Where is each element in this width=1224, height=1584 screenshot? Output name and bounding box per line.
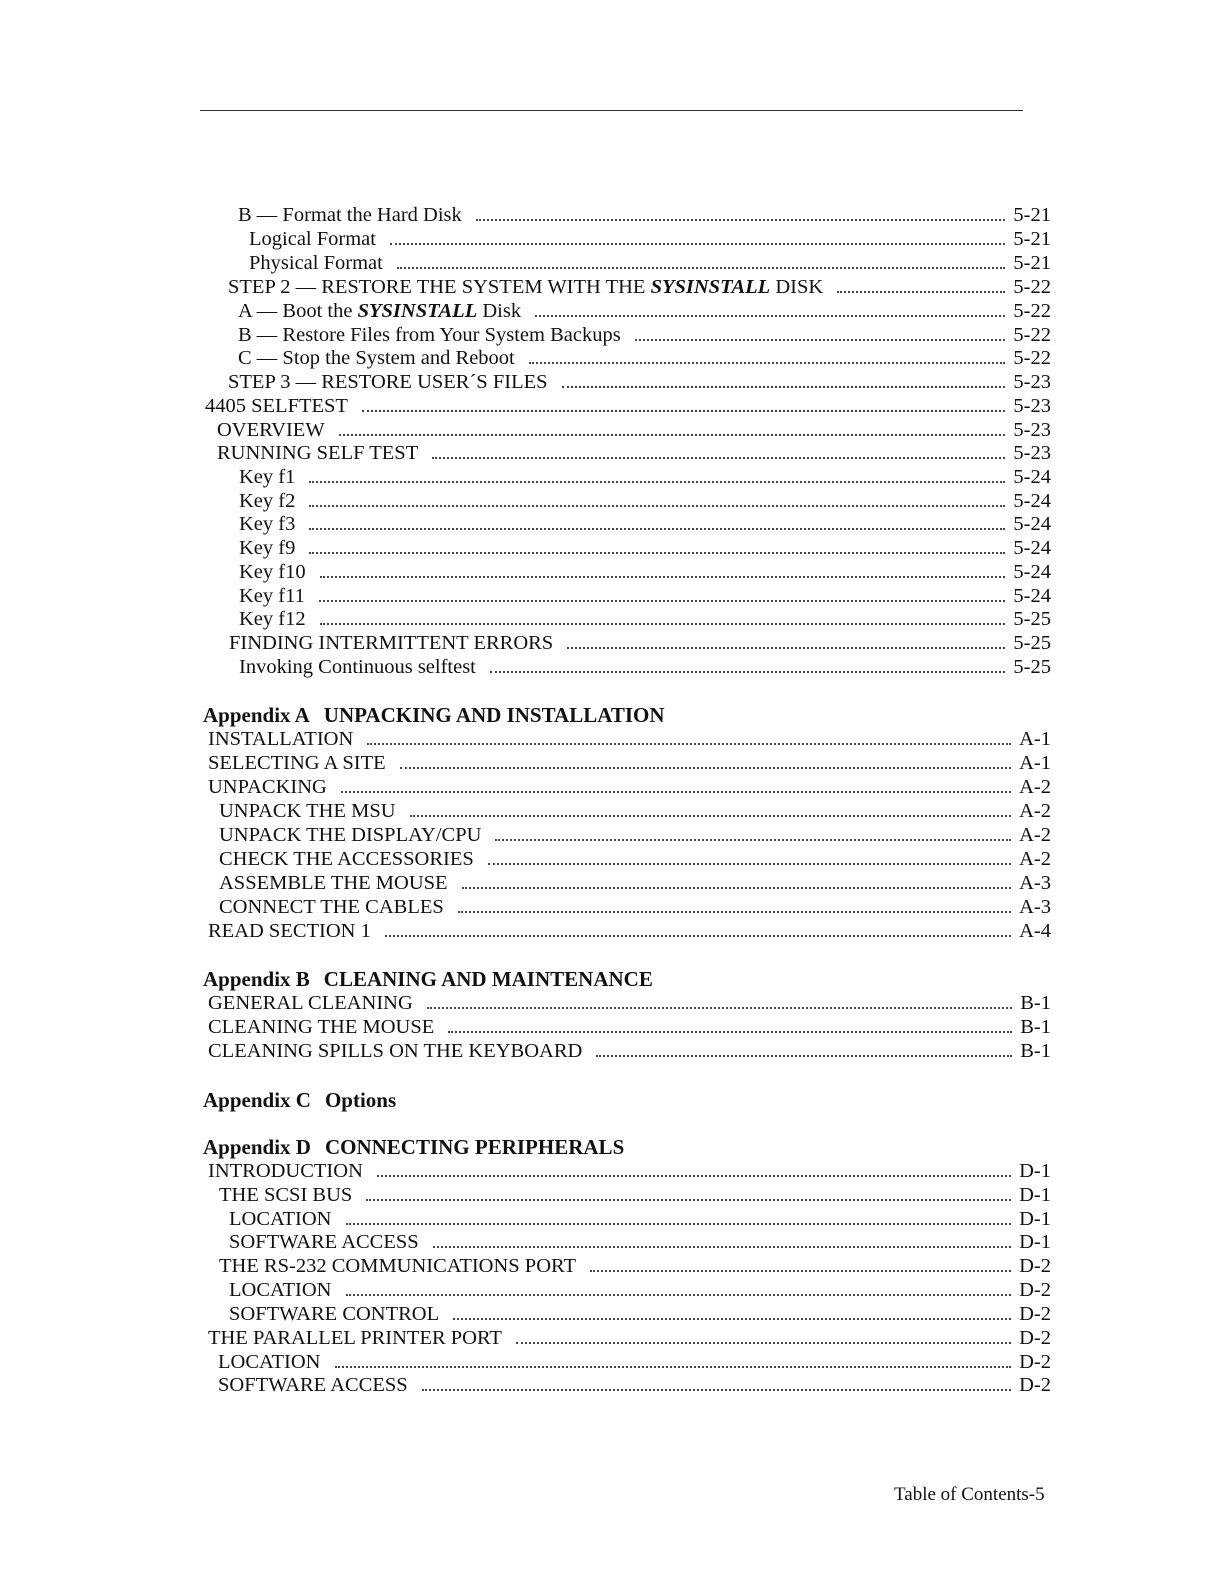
toc-entry[interactable] — [229, 1230, 1051, 1254]
entry-page: D-2 — [1019, 1255, 1051, 1277]
leader-dots — [458, 910, 1011, 913]
entry-page: A-1 — [1019, 728, 1051, 750]
entry-page: 5-23 — [1013, 371, 1051, 393]
leader-dots — [320, 575, 1006, 578]
leader-dots — [462, 886, 1012, 889]
toc-entry[interactable] — [249, 227, 1051, 251]
toc-entry[interactable] — [217, 441, 1051, 465]
entry-title: B — Restore Files from Your System Backups — [238, 324, 621, 346]
leader-dots — [397, 266, 1006, 269]
entry-title: Key f12 — [239, 608, 306, 630]
entry-page: 5-22 — [1013, 324, 1051, 346]
entry-title: GENERAL CLEANING — [208, 992, 413, 1014]
toc-entry[interactable] — [228, 370, 1051, 394]
leader-dots — [596, 1054, 1012, 1057]
entry-title: STEP 2 — RESTORE THE SYSTEM WITH THE SYSINSTALL DISK — [228, 276, 824, 298]
toc-entry[interactable] — [219, 823, 1051, 847]
entry-page: 5-25 — [1013, 608, 1051, 630]
leader-dots — [535, 314, 1005, 317]
toc-entry[interactable] — [218, 1350, 1051, 1374]
entry-page: 5-25 — [1013, 632, 1051, 654]
entry-title: RUNNING SELF TEST — [217, 442, 419, 464]
entry-title: SELECTING A SITE — [208, 752, 386, 774]
toc-entry[interactable] — [208, 991, 1051, 1015]
entry-page: 5-21 — [1013, 204, 1051, 226]
leader-dots — [837, 290, 1005, 293]
toc-entry[interactable] — [205, 394, 1051, 418]
appendix-b-heading: Appendix B CLEANING AND MAINTENANCE — [203, 967, 653, 991]
entry-page: B-1 — [1020, 992, 1051, 1014]
toc-entry[interactable] — [229, 631, 1051, 655]
entry-page: 5-24 — [1013, 585, 1051, 607]
leader-dots — [427, 1006, 1012, 1009]
leader-dots — [309, 480, 1005, 483]
toc-entry[interactable] — [228, 275, 1051, 299]
entry-page: 5-23 — [1013, 419, 1051, 441]
entry-page: A-3 — [1019, 896, 1051, 918]
toc-entry[interactable] — [239, 655, 1051, 679]
entry-title: INSTALLATION — [208, 728, 354, 750]
entry-title: 4405 SELFTEST — [205, 395, 348, 417]
toc-entry[interactable] — [219, 1254, 1051, 1278]
toc-entry[interactable] — [219, 847, 1051, 871]
entry-page: A-4 — [1019, 920, 1051, 942]
entry-page: 5-23 — [1013, 442, 1051, 464]
leader-dots — [390, 242, 1005, 245]
entry-title: Key f10 — [239, 561, 306, 583]
leader-dots — [448, 1030, 1012, 1033]
leader-dots — [422, 1388, 1011, 1391]
toc-entry[interactable] — [208, 919, 1051, 943]
entry-page: A-2 — [1019, 824, 1051, 846]
entry-page: 5-23 — [1013, 395, 1051, 417]
leader-dots — [366, 1198, 1011, 1201]
leader-dots — [339, 433, 1006, 436]
leader-dots — [341, 790, 1011, 793]
entry-page: A-2 — [1019, 800, 1051, 822]
entry-title: Invoking Continuous selftest — [239, 656, 476, 678]
toc-entry[interactable] — [239, 489, 1051, 513]
leader-dots — [562, 385, 1006, 388]
toc-entry[interactable] — [238, 323, 1051, 347]
toc-entry[interactable] — [229, 1302, 1051, 1326]
entry-title: CHECK THE ACCESSORIES — [219, 848, 474, 870]
leader-dots — [453, 1317, 1011, 1320]
leader-dots — [346, 1222, 1012, 1225]
toc-entry[interactable] — [219, 1183, 1051, 1207]
appendix-d-heading: Appendix D CONNECTING PERIPHERALS — [203, 1135, 625, 1159]
leader-dots — [590, 1269, 1011, 1272]
entry-title: READ SECTION 1 — [208, 920, 371, 942]
leader-dots — [476, 218, 1006, 221]
entry-title: CONNECT THE CABLES — [219, 896, 444, 918]
entry-title: FINDING INTERMITTENT ERRORS — [229, 632, 554, 654]
entry-page: D-1 — [1019, 1184, 1051, 1206]
entry-page: D-1 — [1019, 1231, 1051, 1253]
leader-dots — [385, 934, 1011, 937]
entry-title: UNPACKING — [208, 776, 327, 798]
entry-title: Key f2 — [239, 490, 296, 512]
appendix-c-heading: Appendix C Options — [203, 1088, 397, 1112]
entry-page: D-2 — [1019, 1279, 1051, 1301]
appendix-a-heading: Appendix A UNPACKING AND INSTALLATION — [203, 703, 665, 727]
toc-entry[interactable] — [239, 560, 1051, 584]
entry-page: 5-22 — [1013, 300, 1051, 322]
toc-entry[interactable] — [208, 1326, 1051, 1350]
leader-dots — [529, 361, 1006, 364]
entry-page: D-1 — [1019, 1208, 1051, 1230]
leader-dots — [309, 527, 1005, 530]
leader-dots — [433, 1245, 1011, 1248]
entry-title: LOCATION — [229, 1208, 332, 1230]
toc-entry[interactable] — [219, 799, 1051, 823]
entry-page: 5-24 — [1013, 513, 1051, 535]
toc-entry[interactable] — [239, 512, 1051, 536]
entry-title: Logical Format — [249, 228, 376, 250]
toc-entry[interactable] — [208, 1015, 1051, 1039]
toc-entry[interactable] — [229, 1278, 1051, 1302]
entry-page: D-2 — [1019, 1327, 1051, 1349]
entry-page: B-1 — [1020, 1016, 1051, 1038]
entry-title: THE PARALLEL PRINTER PORT — [208, 1327, 502, 1349]
entry-title: Key f11 — [239, 585, 305, 607]
entry-title: Key f3 — [239, 513, 296, 535]
toc-entry[interactable] — [208, 1039, 1051, 1063]
toc-entry[interactable] — [208, 727, 1051, 751]
entry-title: C — Stop the System and Reboot — [238, 347, 515, 369]
entry-page: B-1 — [1020, 1040, 1051, 1062]
entry-title: CLEANING THE MOUSE — [208, 1016, 435, 1038]
entry-title: SOFTWARE CONTROL — [229, 1303, 440, 1325]
entry-title: UNPACK THE DISPLAY/CPU — [219, 824, 482, 846]
entry-page: D-1 — [1019, 1160, 1051, 1182]
toc-entry[interactable] — [208, 775, 1051, 799]
entry-page: D-2 — [1019, 1374, 1051, 1396]
entry-title: ASSEMBLE THE MOUSE — [219, 872, 448, 894]
leader-dots — [488, 862, 1011, 865]
toc-entry[interactable] — [229, 1207, 1051, 1231]
entry-title: CLEANING SPILLS ON THE KEYBOARD — [208, 1040, 583, 1062]
entry-page: 5-22 — [1013, 276, 1051, 298]
entry-title: OVERVIEW — [217, 419, 325, 441]
toc-entry[interactable] — [249, 251, 1051, 275]
leader-dots — [516, 1341, 1011, 1344]
entry-page: 5-24 — [1013, 490, 1051, 512]
leader-dots — [490, 670, 1006, 673]
entry-title: A — Boot the SYSINSTALL Disk — [238, 300, 522, 322]
entry-page: 5-22 — [1013, 347, 1051, 369]
top-rule — [200, 110, 1023, 111]
leader-dots — [377, 1174, 1011, 1177]
leader-dots — [346, 1293, 1012, 1296]
entry-page: A-3 — [1019, 872, 1051, 894]
entry-title: B — Format the Hard Disk — [238, 204, 462, 226]
entry-title: THE SCSI BUS — [219, 1184, 353, 1206]
toc-entry[interactable] — [238, 299, 1051, 323]
entry-title: INTRODUCTION — [208, 1160, 363, 1182]
leader-dots — [400, 766, 1011, 769]
entry-page: 5-21 — [1013, 252, 1051, 274]
leader-dots — [309, 504, 1005, 507]
entry-title: LOCATION — [218, 1351, 321, 1373]
toc-entry[interactable] — [239, 584, 1051, 608]
leader-dots — [635, 338, 1006, 341]
entry-page: D-2 — [1019, 1303, 1051, 1325]
leader-dots — [320, 622, 1006, 625]
entry-page: 5-24 — [1013, 561, 1051, 583]
toc-entry[interactable] — [239, 607, 1051, 631]
entry-title: LOCATION — [229, 1279, 332, 1301]
entry-title: UNPACK THE MSU — [219, 800, 396, 822]
entry-page: 5-24 — [1013, 537, 1051, 559]
entry-page: D-2 — [1019, 1351, 1051, 1373]
entry-page: 5-21 — [1013, 228, 1051, 250]
page-footer: Table of Contents-5 — [894, 1484, 1045, 1505]
leader-dots — [319, 599, 1006, 602]
entry-title: THE RS-232 COMMUNICATIONS PORT — [219, 1255, 576, 1277]
leader-dots — [309, 551, 1005, 554]
entry-title: Key f9 — [239, 537, 296, 559]
leader-dots — [495, 838, 1011, 841]
toc-entry[interactable] — [219, 871, 1051, 895]
leader-dots — [567, 646, 1005, 649]
entry-title: STEP 3 — RESTORE USER´S FILES — [228, 371, 548, 393]
toc-entry[interactable] — [218, 1373, 1051, 1397]
entry-title: Physical Format — [249, 252, 383, 274]
entry-page: A-2 — [1019, 848, 1051, 870]
leader-dots — [362, 409, 1005, 412]
leader-dots — [432, 456, 1005, 459]
toc-entry[interactable] — [217, 418, 1051, 442]
entry-page: A-2 — [1019, 776, 1051, 798]
entry-page: 5-24 — [1013, 466, 1051, 488]
toc-entry[interactable] — [208, 1159, 1051, 1183]
toc-entry[interactable] — [238, 346, 1051, 370]
toc-entry[interactable] — [239, 465, 1051, 489]
leader-dots — [367, 742, 1011, 745]
toc-entry[interactable] — [208, 751, 1051, 775]
entry-page: A-1 — [1019, 752, 1051, 774]
entry-title: Key f1 — [239, 466, 296, 488]
entry-page: 5-25 — [1013, 656, 1051, 678]
entry-title: SOFTWARE ACCESS — [218, 1374, 408, 1396]
toc-entry[interactable] — [238, 203, 1051, 227]
entry-title: SOFTWARE ACCESS — [229, 1231, 419, 1253]
leader-dots — [410, 814, 1012, 817]
toc-entry[interactable] — [239, 536, 1051, 560]
toc-entry[interactable] — [219, 895, 1051, 919]
leader-dots — [335, 1365, 1012, 1368]
